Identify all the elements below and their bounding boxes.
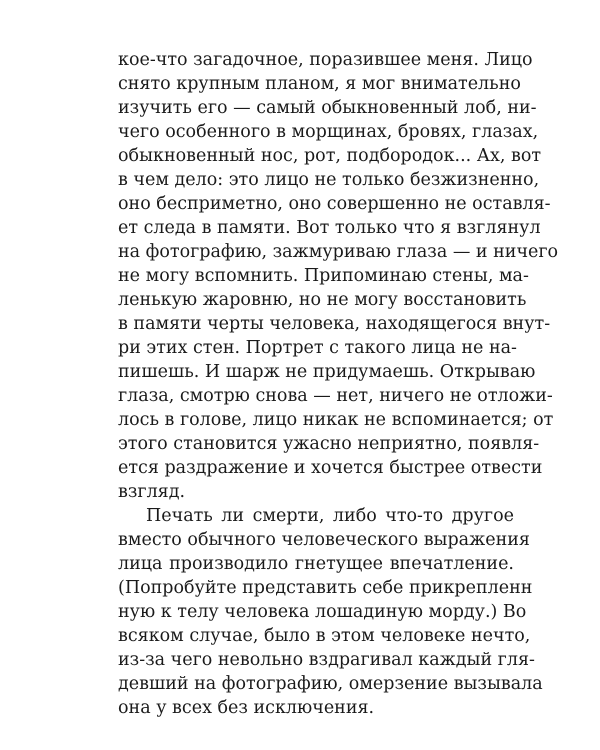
text-line: лица производило гнетущее впечатление. [118, 554, 514, 574]
text-line: вместо обычного человеческого выражения [118, 530, 530, 550]
text-line: она у всех без исключения. [118, 698, 375, 718]
text-line: взгляд. [118, 482, 186, 502]
text-line: чего особенного в морщинах, бровях, глазах, [118, 122, 539, 142]
text-line: пишешь. И шарж не придумаешь. Открываю [118, 362, 536, 382]
text-line: из-за чего невольно вздрагивал каждый гля- [118, 650, 535, 670]
text-line: ет следа в памяти. Вот только что я взглянул [118, 218, 541, 238]
text-line: в чем дело: это лицо не только безжизненно, [118, 170, 540, 190]
text-line: глаза, смотрю снова — нет, ничего не отложи- [118, 386, 553, 406]
paragraph-1 [118, 48, 559, 504]
text-line: изучить его — самый обыкновенный лоб, ни- [118, 98, 537, 118]
text-line: в памяти черты человека, находящегося внут- [118, 314, 551, 334]
text-line: на фотографию, зажмуриваю глаза — и ничего [118, 242, 559, 262]
text-line: ется раздражение и хочется быстрее отвести [118, 458, 543, 478]
text-line: ленькую жаровню, но не могу восстановить [118, 290, 527, 310]
text-line: ную к телу человека лошадиную морду.) Во [118, 602, 527, 622]
text-line: обыкновенный нос, рот, подбородок... Ах, вот [118, 146, 542, 166]
text-line: (Попробуйте представить себе прикрепленн [118, 578, 533, 598]
text-line: снято крупным планом, я мог внимательно [118, 74, 521, 94]
text-line: Печать ли смерти, либо что-то другое [146, 506, 514, 526]
text-line: девший на фотографию, омерзение вызывала [118, 674, 543, 694]
paragraph-2 [118, 504, 543, 720]
text-line: ри этих стен. Портрет с такого лица не на- [118, 338, 517, 358]
text-line: лось в голове, лицо никак не вспоминается; от [118, 410, 554, 430]
text-line: этого становится ужасно неприятно, появля- [118, 434, 540, 454]
text-line: оно бесприметно, оно совершенно не оставля- [118, 194, 551, 214]
text-line: всяком случае, было в этом человеке нечто, [118, 626, 531, 646]
text-line: кое-что загадочное, поразившее меня. Лицо [118, 50, 533, 70]
body-text [118, 48, 559, 720]
text-line: не могу вспомнить. Припоминаю стены, ма- [118, 266, 529, 286]
